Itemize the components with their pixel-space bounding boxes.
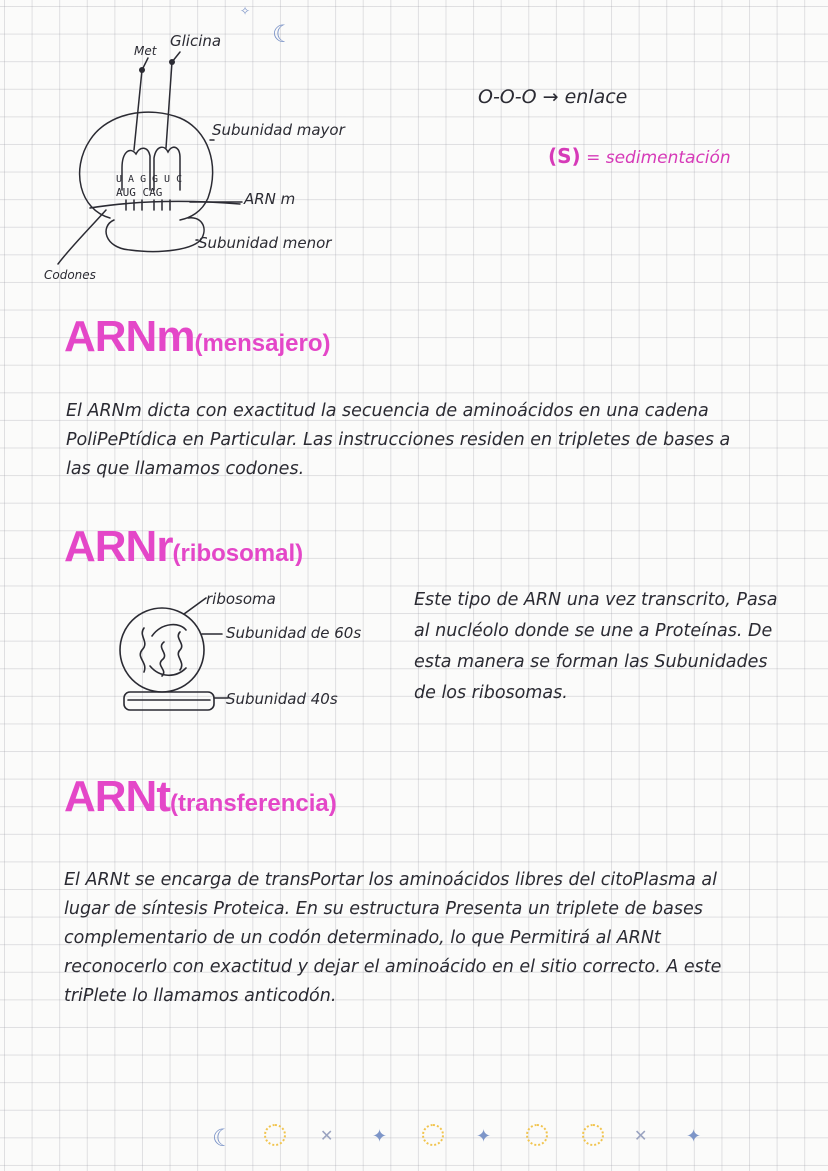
arnm-label: ARN m bbox=[244, 190, 296, 208]
sun-icon bbox=[264, 1124, 286, 1146]
star-icon: ✦ bbox=[686, 1126, 702, 1147]
ribosoma-label: ribosoma bbox=[206, 590, 276, 608]
arnm-paragraph: El ARNm dicta con exactitud la secuencia de aminoácidos en una cadena PoliPePtídica en Particular. Las instrucciones residen en tripletes de bases a las que llamamos codones. bbox=[66, 401, 731, 479]
anticodon-left: U A G bbox=[116, 174, 147, 185]
star-icon: ✧ bbox=[240, 4, 251, 18]
sedimentacion-text: = sedimentación bbox=[580, 148, 731, 168]
subunidad-60s-label: Subunidad de 60s bbox=[226, 624, 362, 642]
arnt-heading-sub: (transferencia) bbox=[169, 790, 337, 817]
sun-icon bbox=[422, 1124, 444, 1146]
met-label: Met bbox=[134, 44, 157, 58]
star-icon: ✕ bbox=[320, 1126, 334, 1145]
anticodon-right: G U C bbox=[152, 174, 183, 185]
subunidad-mayor-label: Subunidad mayor bbox=[212, 121, 345, 139]
arnr-heading-sub: (ribosomal) bbox=[172, 540, 304, 567]
glicina-label: Glicina bbox=[170, 32, 222, 50]
star-icon: ✦ bbox=[372, 1126, 388, 1147]
subunidad-menor-label: Subunidad menor bbox=[198, 234, 332, 252]
arnm-heading bbox=[64, 312, 331, 362]
enlace-legend: O-O-O → enlace bbox=[478, 86, 628, 108]
moon-icon: ☾ bbox=[272, 20, 294, 48]
arnr-heading bbox=[64, 522, 303, 572]
arnt-paragraph: El ARNt se encarga de transPortar los aminoácidos libres del citoPlasma al lugar de síntesis Proteica. En su estructura Presenta un triplete de bases complementario de un codón determinado, lo que Permitirá al ARNt reconocerlo con exactitud y dejar el aminoácido en el sitio correcto. A este triPlete lo llamamos anticodón. bbox=[64, 870, 722, 1006]
star-icon: ✦ bbox=[476, 1126, 492, 1147]
codones-label: Codones bbox=[44, 268, 96, 282]
arnt-heading-main: ARNt bbox=[64, 772, 170, 821]
sedimentacion-legend bbox=[548, 144, 731, 168]
ribosome-diagram bbox=[30, 40, 410, 290]
codon-sequence: AUG CAG bbox=[116, 186, 163, 199]
star-icon: ✕ bbox=[634, 1126, 648, 1145]
subunidad-40s-label: Subunidad 40s bbox=[226, 690, 338, 708]
sedimentacion-symbol: (S) bbox=[548, 144, 581, 168]
sun-icon bbox=[526, 1124, 548, 1146]
arnm-heading-main: ARNm bbox=[64, 312, 195, 361]
moon-icon: ☾ bbox=[212, 1124, 234, 1152]
arnr-heading-main: ARNr bbox=[64, 522, 173, 571]
ribosomal-diagram bbox=[110, 592, 230, 722]
arnr-paragraph: Este tipo de ARN una vez transcrito, Pasa al nucléolo donde se une a Proteínas. De esta manera se forman las Subunidades de los ribosomas. bbox=[414, 590, 778, 703]
sun-icon bbox=[582, 1124, 604, 1146]
arnt-heading bbox=[64, 772, 337, 822]
arnm-heading-sub: (mensajero) bbox=[194, 330, 331, 357]
